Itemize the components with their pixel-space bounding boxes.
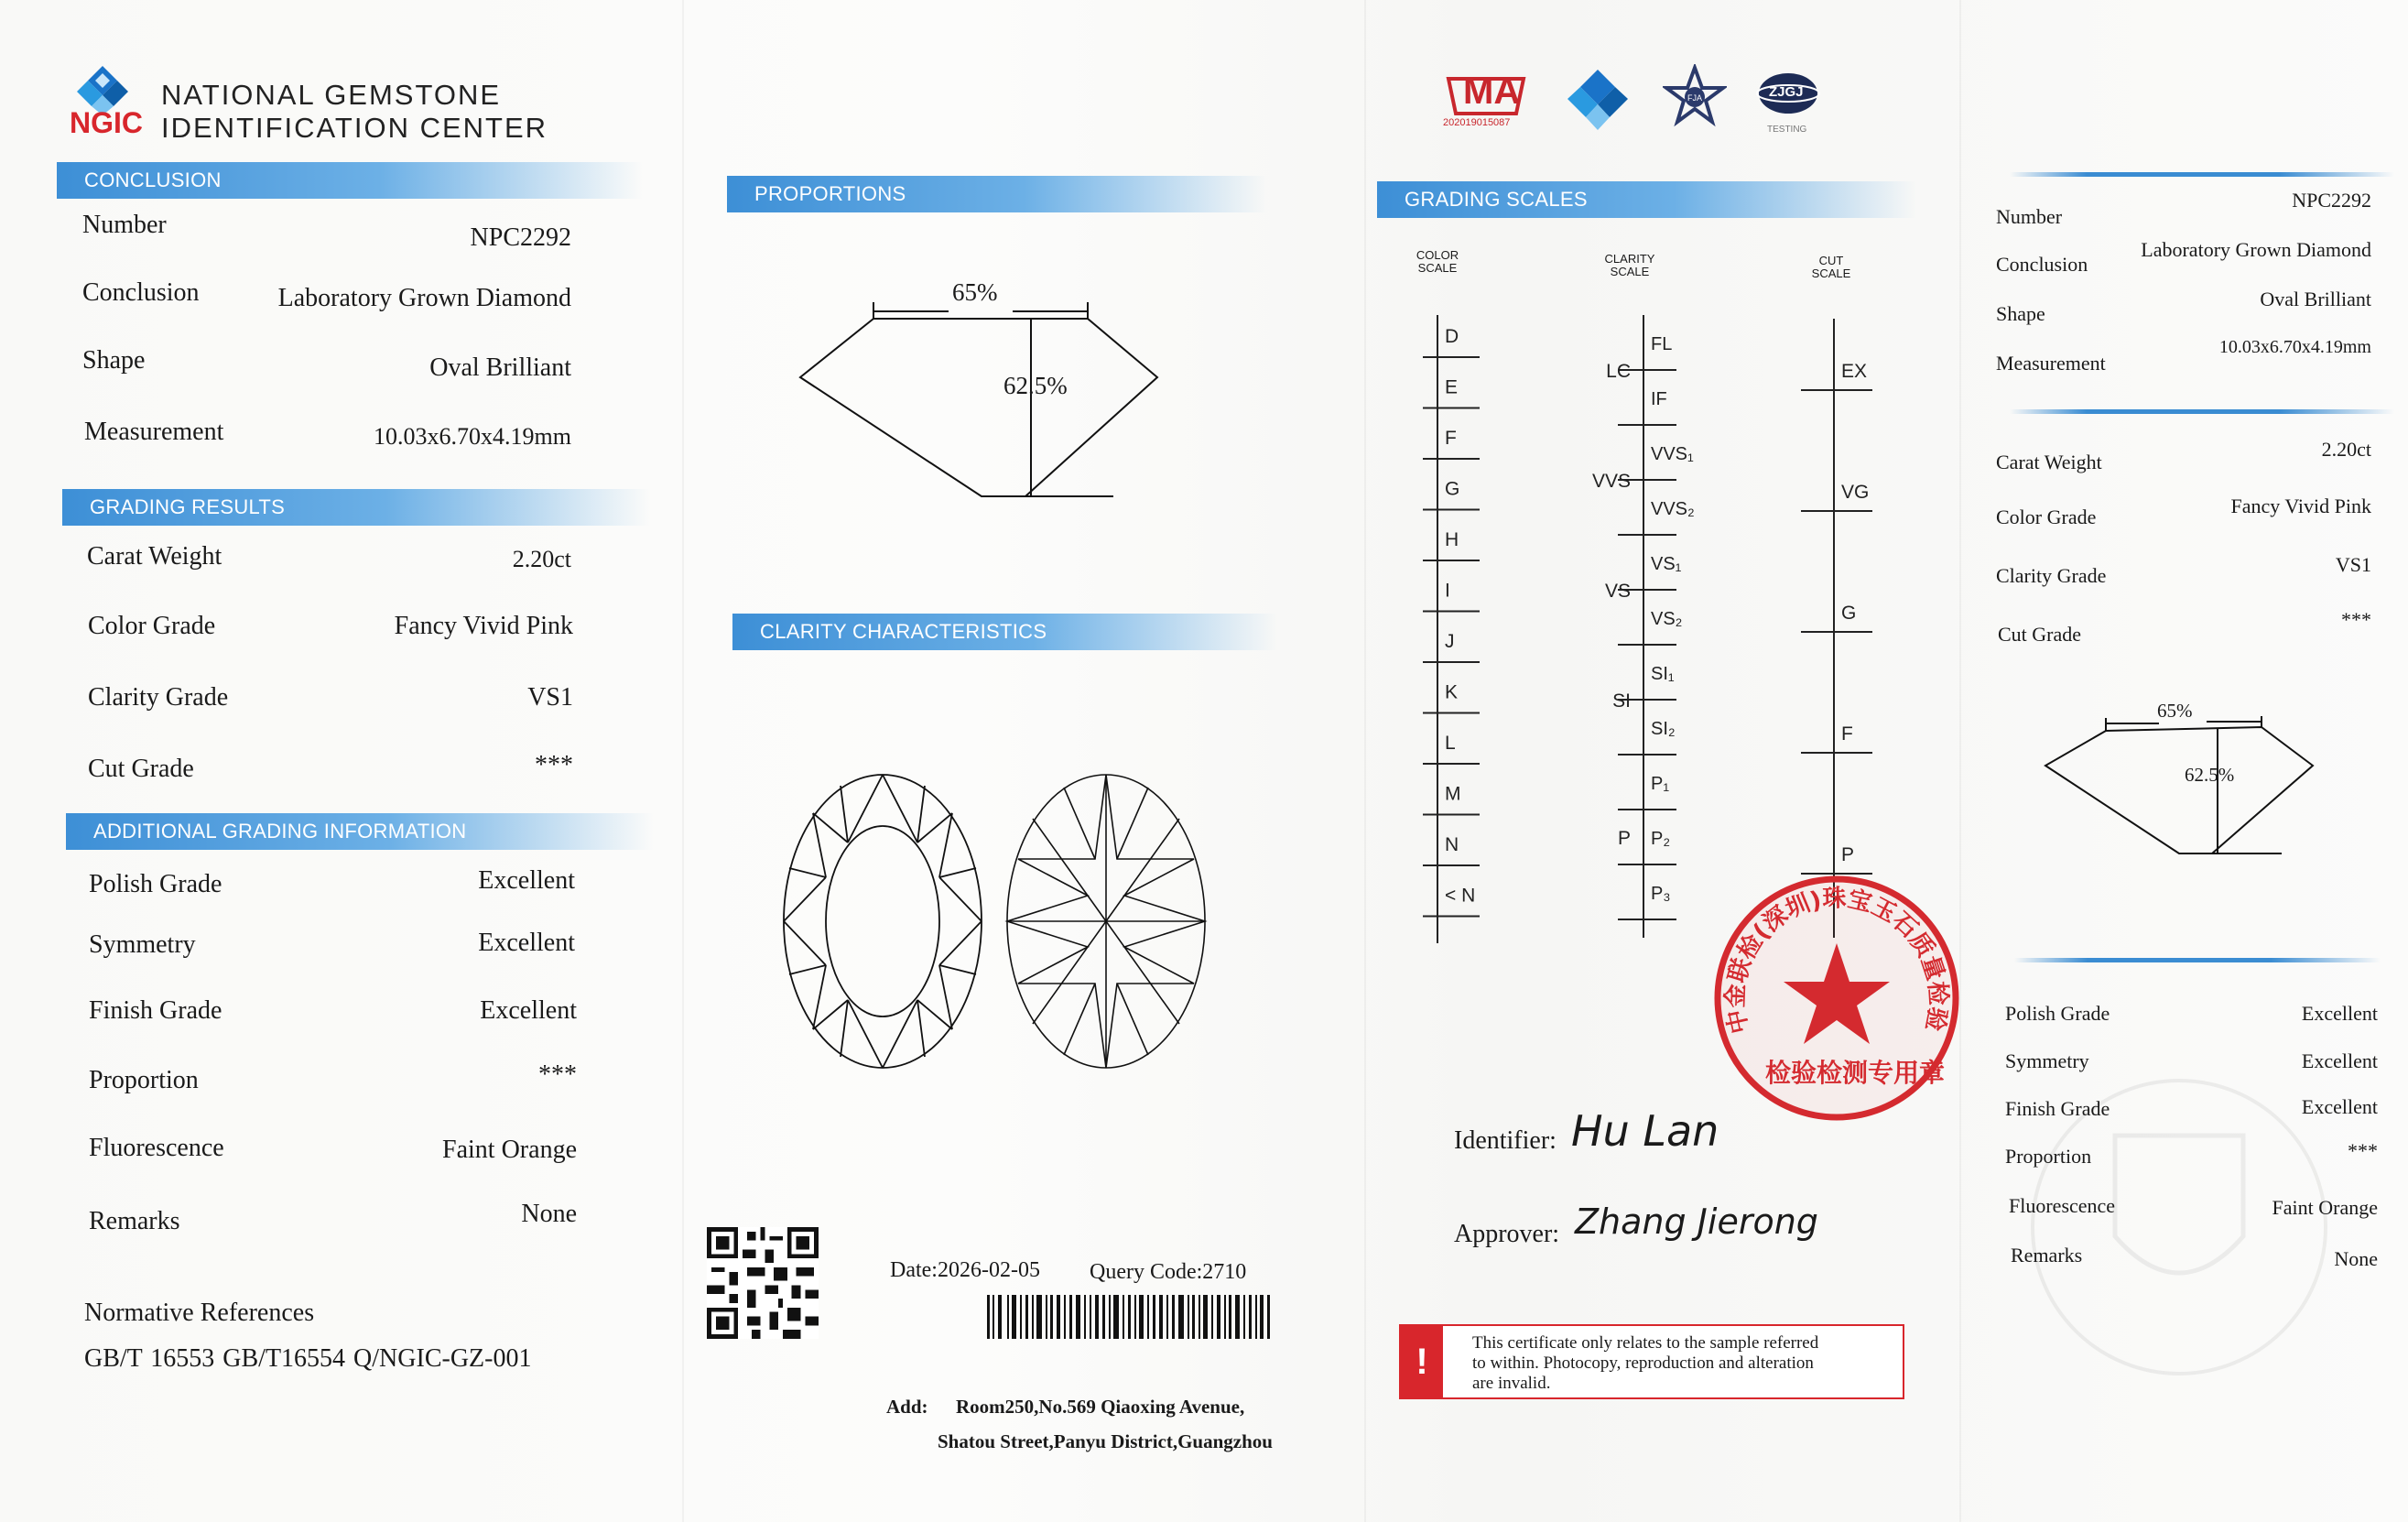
seal-bottom-text: 检验检测专用章 — [1765, 1058, 1946, 1088]
brand-abbr: NGIC — [70, 106, 143, 139]
summary-value: None — [2334, 1247, 2378, 1270]
additional-value: Excellent — [478, 866, 575, 895]
address-line1: Room250,No.569 Qiaoxing Avenue, — [956, 1396, 1245, 1418]
proportions-header: PROPORTIONS — [727, 176, 1267, 212]
color-grade-label: N — [1445, 834, 1459, 855]
grading-label: Clarity Grade — [88, 683, 229, 712]
summary-value: 10.03x6.70x4.19mm — [2218, 337, 2371, 357]
clarity-grade-label: P₂ — [1651, 829, 1671, 849]
cut-scale-title-1: CUT — [1818, 254, 1844, 267]
additional-label: Remarks — [89, 1207, 180, 1235]
clarity-scale-title-1: CLARITY — [1604, 252, 1655, 266]
summary-rule — [2010, 409, 2394, 414]
conclusion-value: Oval Brilliant — [429, 353, 571, 382]
notice-line1: This certificate only relates to the sample referred — [1472, 1333, 1819, 1353]
summary-label: Polish Grade — [2005, 1002, 2110, 1025]
clarity-group-label: VVS — [1591, 471, 1631, 492]
summary-label: Finish Grade — [2005, 1097, 2110, 1120]
summary-label: Measurement — [1996, 352, 2106, 375]
fold-line — [682, 0, 684, 1522]
color-grade-label: H — [1445, 529, 1459, 550]
clarity-grade-label: IF — [1651, 389, 1667, 409]
svg-text:FJA: FJA — [1687, 93, 1703, 103]
brand-name-line2: IDENTIFICATION CENTER — [161, 112, 548, 144]
grading-value: Fancy Vivid Pink — [394, 612, 573, 640]
fold-line — [1364, 0, 1366, 1522]
ngic-diamond-logo-icon — [1564, 66, 1632, 138]
clarity-grade-label: VS₂ — [1651, 609, 1683, 629]
conclusion-value: Laboratory Grown Diamond — [277, 284, 571, 312]
clarity-grade-label: VVS₂ — [1651, 499, 1695, 519]
address-label: Add: — [886, 1396, 928, 1418]
additional-value: None — [521, 1200, 577, 1228]
conclusion-label: Number — [82, 211, 167, 239]
clarity-group-label: LC — [1606, 361, 1631, 382]
clarity-grade-label: P₃ — [1651, 884, 1671, 904]
grading-label: Carat Weight — [87, 542, 222, 571]
conclusion-label: Shape — [82, 346, 146, 375]
summary-table-label: 65% — [2157, 700, 2193, 722]
brand-name-line1: NATIONAL GEMSTONE — [161, 79, 502, 111]
additional-label: Proportion — [89, 1066, 199, 1094]
notice-line3: are invalid. — [1472, 1374, 1551, 1393]
summary-label: Number — [1996, 205, 2063, 228]
grading-value: *** — [535, 751, 573, 779]
summary-label: Color Grade — [1996, 506, 2097, 528]
grading-scales-header: GRADING SCALES — [1377, 181, 1917, 218]
summary-label: Shape — [1996, 302, 2045, 325]
clarity-grade-label: FL — [1651, 334, 1673, 354]
grading-label: Cut Grade — [88, 755, 194, 783]
additional-value: Excellent — [478, 929, 575, 957]
conclusion-value: 10.03x6.70x4.19mm — [374, 423, 571, 450]
additional-label: Symmetry — [89, 930, 196, 959]
clarity-group-label: VS — [1604, 581, 1631, 602]
color-grade-label: K — [1445, 681, 1459, 703]
watermark-emblem — [2023, 1071, 2335, 1387]
additional-info-header: ADDITIONAL GRADING INFORMATION — [66, 813, 654, 850]
color-grade-label: F — [1445, 428, 1457, 449]
clarity-grade-label: VS₁ — [1651, 554, 1682, 574]
color-grade-label: D — [1445, 326, 1459, 347]
grading-results-header: GRADING RESULTS — [62, 489, 650, 526]
summary-label: Clarity Grade — [1996, 564, 2107, 587]
additional-label: Polish Grade — [89, 870, 222, 898]
summary-label: Cut Grade — [1998, 623, 2082, 646]
cut-grade-label: P — [1841, 844, 1855, 865]
cut-grade-label: F — [1841, 723, 1853, 745]
color-scale-title-2: SCALE — [1417, 261, 1458, 275]
cut-grade-label: EX — [1841, 361, 1868, 382]
address-line2: Shatou Street,Panyu District,Guangzhou — [938, 1430, 1273, 1452]
approver-label: Approver: — [1454, 1220, 1560, 1248]
summary-label: Proportion — [2005, 1145, 2092, 1168]
table-percent-label: 65% — [952, 278, 998, 306]
color-scale-title — [1415, 249, 1460, 275]
ma-number: 202019015087 — [1443, 117, 1511, 128]
summary-value: 2.20ct — [2321, 438, 2371, 461]
summary-value: *** — [2341, 608, 2371, 631]
grading-label: Color Grade — [88, 612, 216, 640]
clarity-grade-label: SI₁ — [1651, 664, 1675, 684]
summary-value: Excellent — [2301, 1095, 2378, 1118]
qr-code — [707, 1227, 819, 1343]
summary-value: Fancy Vivid Pink — [2230, 495, 2371, 517]
notice-text — [1472, 1333, 1818, 1394]
summary-label: Conclusion — [1996, 253, 2088, 276]
cut-scale-title-2: SCALE — [1811, 266, 1851, 280]
cut-scale-title — [1809, 255, 1853, 280]
clarity-characteristics-header: CLARITY CHARACTERISTICS — [732, 614, 1278, 650]
depth-percent-label: 62.5% — [1003, 372, 1068, 399]
ma-logo-text: MA — [1463, 71, 1521, 112]
seal-ring-textpath: 中金联检(深圳)珠宝玉石质量检验 — [1721, 885, 1952, 1037]
conclusion-label: Measurement — [84, 418, 224, 446]
summary-value: Excellent — [2301, 1049, 2378, 1072]
additional-value: Excellent — [480, 996, 577, 1025]
identifier-signature: Hu Lan — [1571, 1106, 1719, 1156]
identifier-label: Identifier: — [1454, 1126, 1557, 1155]
notice-line2: to within. Photocopy, reproduction and alteration — [1472, 1353, 1814, 1373]
additional-value: Faint Orange — [442, 1136, 577, 1164]
color-grade-label: M — [1445, 783, 1461, 805]
color-grade-label: E — [1445, 376, 1459, 398]
proportions-diagram — [793, 275, 1168, 517]
summary-label: Remarks — [2011, 1244, 2083, 1267]
summary-value: VS1 — [2335, 553, 2371, 576]
svg-text:中金联检(深圳)珠宝玉石质量检验中心有限公司广州分公司 — [1708, 870, 1952, 1036]
grading-value: 2.20ct — [512, 546, 571, 572]
color-scale-title-1: COLOR — [1416, 248, 1459, 262]
fold-line — [1959, 0, 1961, 1522]
summary-label: Fluorescence — [2009, 1194, 2116, 1217]
summary-rule — [2010, 172, 2394, 177]
query-code-text: Query Code:2710 — [1090, 1260, 1247, 1284]
color-grade-label: < N — [1445, 885, 1476, 907]
color-grade-label: L — [1445, 733, 1456, 754]
summary-value: Faint Orange — [2272, 1196, 2378, 1219]
zjgj-logo-sub: TESTING — [1767, 125, 1807, 135]
additional-value: *** — [538, 1060, 577, 1089]
warning-icon: ! — [1401, 1326, 1443, 1397]
clarity-group-label: SI — [1612, 690, 1631, 712]
normative-title: Normative References — [84, 1299, 315, 1327]
summary-label: Symmetry — [2005, 1049, 2089, 1072]
clarity-grade-label: SI₂ — [1651, 719, 1676, 739]
clarity-grade-label: P₁ — [1651, 774, 1670, 794]
validity-notice-box — [1399, 1324, 1904, 1399]
summary-depth-label: 62.5% — [2185, 764, 2235, 786]
crown-plot-diagram — [776, 767, 989, 1080]
color-grade-label: I — [1445, 580, 1450, 602]
cut-grade-label: G — [1841, 603, 1857, 624]
grading-value: VS1 — [527, 683, 573, 712]
conclusion-label: Conclusion — [82, 278, 200, 307]
color-grade-label: J — [1445, 631, 1455, 652]
summary-value: Laboratory Grown Diamond — [2141, 238, 2371, 261]
clarity-scale-title — [1600, 253, 1659, 278]
clarity-scale-title-2: SCALE — [1610, 265, 1650, 278]
summary-proportions-diagram — [2042, 705, 2326, 865]
pavilion-plot-diagram — [1000, 767, 1212, 1080]
conclusion-header: CONCLUSION — [57, 162, 643, 199]
normative-refs: GB/T 16553 GB/T16554 Q/NGIC-GZ-001 — [84, 1344, 532, 1373]
approver-signature: Zhang Jierong — [1575, 1201, 1818, 1242]
summary-value: Oval Brilliant — [2260, 288, 2371, 310]
summary-rule — [2014, 958, 2381, 962]
summary-value: Excellent — [2301, 1002, 2378, 1025]
color-grade-label: G — [1445, 478, 1460, 500]
summary-label: Carat Weight — [1996, 451, 2102, 473]
summary-value: *** — [2348, 1139, 2378, 1162]
additional-label: Finish Grade — [89, 996, 222, 1025]
fja-star-logo-icon — [1663, 64, 1727, 133]
clarity-group-label: P — [1617, 828, 1631, 849]
summary-value: NPC2292 — [2292, 189, 2371, 212]
date-text: Date:2026-02-05 — [890, 1258, 1040, 1282]
conclusion-value: NPC2292 — [470, 223, 571, 252]
zjgj-logo-text: ZJGJ — [1769, 84, 1804, 100]
cut-grade-label: VG — [1841, 482, 1870, 503]
barcode — [987, 1295, 1271, 1343]
additional-label: Fluorescence — [89, 1134, 224, 1162]
clarity-grade-label: VVS₁ — [1651, 444, 1694, 464]
